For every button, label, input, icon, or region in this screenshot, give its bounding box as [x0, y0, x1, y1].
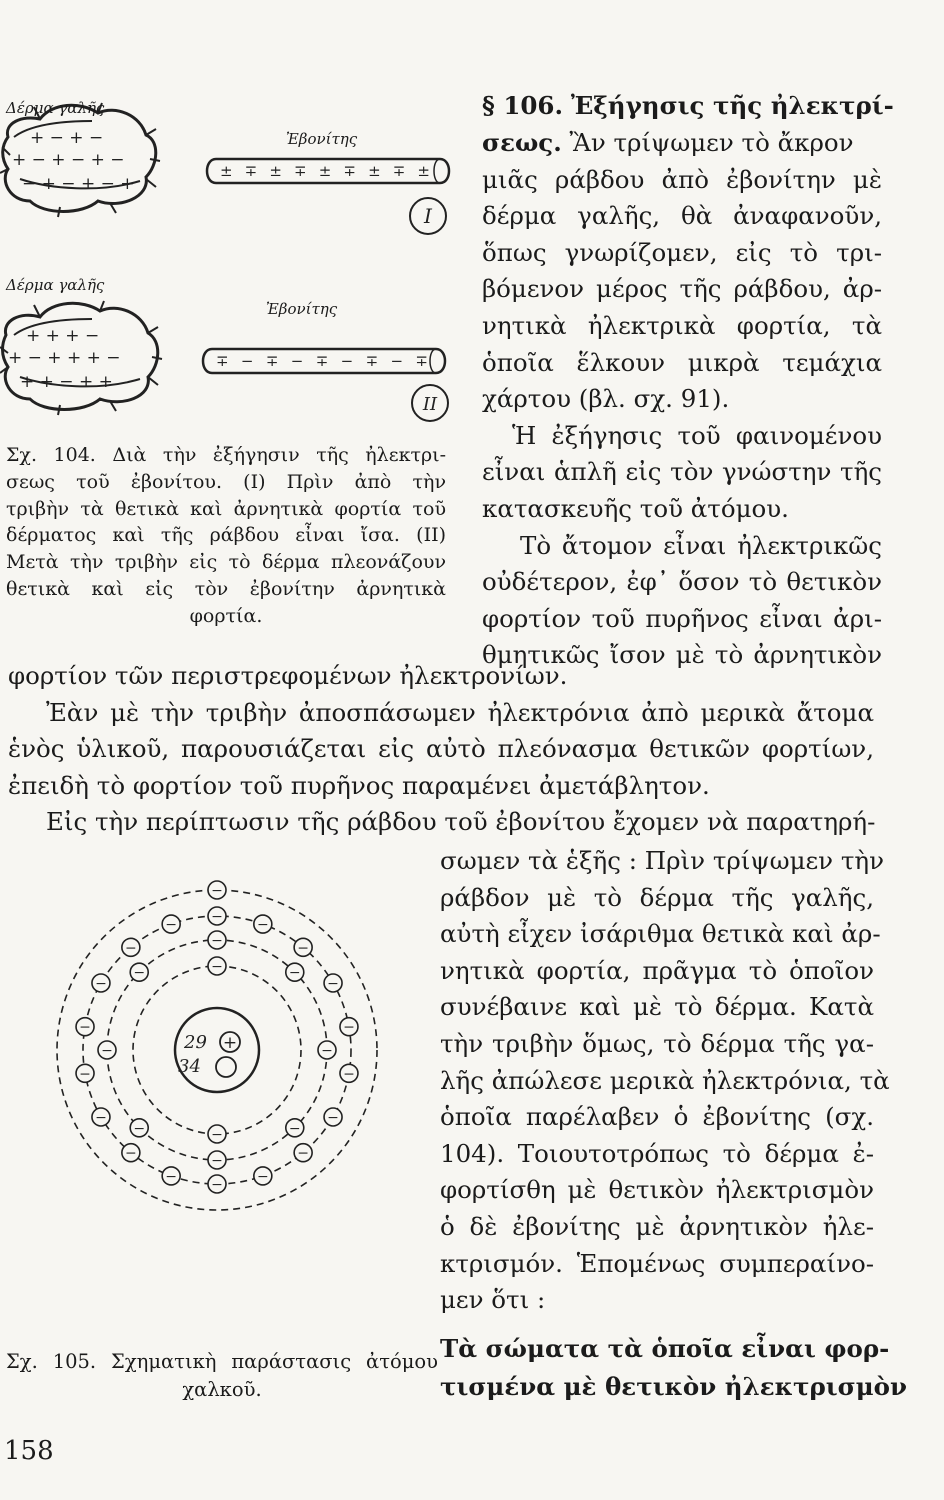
svg-text:− + − + − +: − + − + − + — [22, 174, 135, 194]
text-line: μιᾶς ράβδου ἀπὸ ἐβονίτην μὲ — [482, 164, 882, 194]
proton-count: 29 — [184, 1032, 207, 1053]
right-column-text — [482, 125, 882, 674]
electron-symbol: − — [343, 1066, 355, 1083]
proton-symbol: + — [222, 1033, 238, 1053]
section-title-cont: σεως. — [482, 128, 562, 157]
text-line: βόμενον μέρος τῆς ράβδου, ἀρ- — [482, 274, 882, 304]
caption-104-line: Σχ. 104. Διὰ τὴν ἐξήγησιν τῆς ἠλεκτρι- — [6, 444, 446, 466]
electron-symbol: − — [133, 1120, 146, 1137]
text-line: θμητικῶς ἴσον μὲ τὸ ἀρνητικὸν — [482, 640, 882, 670]
text-line: Ἂν τρίψωμεν τὸ ἄκρον — [569, 128, 854, 157]
electron-symbol: − — [124, 1145, 137, 1162]
text-line: ράβδον μὲ τὸ δέρμα τῆς γαλῆς, — [440, 882, 874, 912]
text-line: ἐπειδὴ τὸ φορτίον τοῦ πυρῆνος παραμένει ἀμετάβλητον. — [8, 770, 710, 800]
text-line: ὁ δὲ ἐβονίτης μὲ ἀρνητικὸν ἠλε- — [440, 1211, 874, 1241]
electron-symbol: − — [165, 917, 178, 934]
text-line: οὐδέτερον, ἐφ᾽ ὅσον τὸ θετικὸν — [482, 567, 882, 597]
text-line: εἶναι ἁπλῆ εἰς τὸν γνώστην τῆς — [482, 457, 882, 487]
svg-text:+ − + − + −: + − + − + − — [12, 150, 125, 170]
electron-symbol: − — [79, 1066, 91, 1083]
section-title: Ἐξήγησις τῆς ἠλεκτρί- — [570, 91, 894, 120]
label-skin-2: Δέρμα γαλῆς — [6, 276, 105, 294]
caption-104-line: τριβὴν τὰ θετικὰ καὶ ἀρνητικὰ φορτία τοῦ — [6, 497, 446, 520]
caption-104-line: δέρματος καὶ τῆς ράβδου εἶναι ἴσα. (II) — [6, 524, 446, 547]
neutron-count: 34 — [178, 1056, 201, 1077]
text-line: αὐτὴ εἶχεν ἰσάριθμα θετικὰ καὶ ἀρ- — [440, 919, 881, 949]
ebonite-rod-2 — [203, 349, 445, 373]
svg-text:+ − + + + −: + − + + + − — [8, 348, 121, 368]
text-line: χάρτου (βλ. σχ. 91). — [482, 384, 730, 414]
electron-symbol: − — [211, 909, 223, 925]
figure-105-caption — [6, 1348, 438, 1404]
text-line-bold: Τὰ σώματα τὰ ὁποῖα εἶναι φορ- — [440, 1334, 890, 1363]
electron-symbol: − — [211, 1153, 223, 1169]
electron-symbol: − — [288, 965, 301, 982]
electron-symbol: − — [211, 1127, 223, 1143]
text-line: φορτίον τῶν περιστρεφομένων ἠλεκτρονίων. — [8, 661, 568, 690]
electron-symbol: − — [327, 1110, 339, 1126]
electron-symbol: − — [211, 883, 223, 899]
electron-symbol: − — [297, 1145, 310, 1162]
section-heading — [482, 88, 894, 125]
text-line: νητικὰ φορτία, πρᾶγμα τὸ ὁποῖον — [440, 955, 874, 985]
page-number: 158 — [4, 1436, 54, 1466]
bold-conclusion — [440, 1330, 907, 1406]
text-line: συνέβαινε καὶ μὲ τὸ δέρμα. Κατὰ — [440, 992, 874, 1022]
full-width-text — [8, 658, 874, 841]
electron-symbol: − — [343, 1019, 355, 1036]
label-ebonite-2: Ἐβονίτης — [266, 300, 338, 318]
text-line: δέρμα γαλῆς, θὰ ἀναφανοῦν, — [482, 201, 882, 231]
svg-text:+ + − + +: + + − + + — [20, 372, 113, 392]
numeral-1: I — [424, 204, 432, 228]
text-line: κατασκευῆς τοῦ ἀτόμου. — [482, 493, 789, 523]
electron-symbol: − — [133, 965, 146, 982]
electron-symbol: − — [101, 1043, 113, 1059]
figure-105-atom — [20, 880, 440, 1230]
electron-symbol: − — [211, 933, 223, 949]
cat-skin-1 — [0, 103, 160, 217]
text-line: φορτίσθη μὲ θετικὸν ἠλεκτρισμὸν — [440, 1175, 874, 1205]
caption-104-line: φορτία. — [189, 604, 263, 627]
text-line: ὅπως γνωρίζομεν, εἰς τὸ τρι- — [482, 237, 882, 267]
text-line: ὁποῖα ἕλκουν μικρὰ τεμάχια — [482, 347, 882, 377]
caption-104-line: Μετὰ τὴν τριβὴν εἰς τὸ δέρμα πλεονάζουν — [6, 551, 446, 574]
electron-symbol: − — [211, 959, 223, 975]
svg-text:+ − + −: + − + − — [30, 128, 104, 148]
caption-105-line: Σχ. 105. Σχηματικὴ παράστασις ἀτόμου — [6, 1350, 438, 1373]
electron-symbol: − — [95, 1110, 107, 1126]
label-ebonite-1: Ἐβονίτης — [286, 130, 358, 148]
electron-symbol: − — [321, 1043, 333, 1059]
numeral-2: II — [422, 394, 438, 415]
text-line: ὁποῖα παρέλαβεν ὁ ἐβονίτης (σχ. — [440, 1102, 874, 1132]
text-line: κτρισμόν. Ἑπομένως συμπεραίνο- — [440, 1248, 874, 1278]
electron-symbol: − — [288, 1120, 301, 1137]
text-line: 104). Τοιουτοτρόπως τὸ δέρμα ἐ- — [440, 1138, 874, 1168]
electron-symbol: − — [211, 1177, 223, 1193]
text-line: φορτίον τοῦ πυρῆνος εἶναι ἀρι- — [482, 603, 882, 633]
electron-symbol: − — [124, 940, 137, 957]
text-line: νητικὰ ἠλεκτρικὰ φορτία, τὰ — [482, 310, 882, 340]
cat-skin-2 — [0, 301, 162, 415]
text-line: ἑνὸς ὑλικοῦ, παρουσιάζεται εἰς αὐτὸ πλεόνασμα θετικῶν φορτίων, — [8, 734, 874, 764]
text-line: σωμεν τὰ ἑξῆς : Πρὶν τρίψωμεν τὴν — [440, 846, 884, 875]
electron-symbol: − — [95, 976, 107, 992]
label-skin-1: Δέρμα γαλῆς — [6, 99, 105, 117]
electrons — [76, 881, 358, 1193]
text-line: Ἐὰν μὲ τὴν τριβὴν ἀποσπάσωμεν ἠλεκτρόνια ἀπὸ μερικὰ ἄτομα — [46, 697, 874, 727]
caption-104-line: θετικὰ καὶ εἰς τὸν ἐβονίτην ἀρνητικὰ — [6, 577, 446, 600]
electron-symbol: − — [256, 1168, 269, 1185]
text-line: μεν ὅτι : — [440, 1285, 546, 1315]
text-line: λῆς ἀπώλεσε μερικὰ ἠλεκτρόνια, τὰ — [440, 1065, 890, 1095]
figure-104-caption — [6, 442, 446, 630]
caption-105-line: χαλκοῦ. — [182, 1378, 262, 1401]
svg-text:± ∓ ± ∓ ± ∓ ± ∓ ±: ± ∓ ± ∓ ± ∓ ± ∓ ± — [220, 162, 430, 180]
electron-symbol: − — [79, 1019, 91, 1036]
text-line: Τὸ ἄτομον εἶναι ἠλεκτρικῶς — [520, 530, 882, 560]
text-line: Ἡ ἐξήγησις τοῦ φαινομένου — [512, 420, 882, 450]
figure-104 — [0, 85, 470, 445]
svg-text:+ + + −: + + + − — [26, 326, 100, 346]
text-line: τὴν τριβὴν ὅμως, τὸ δέρμα τῆς γα- — [440, 1028, 874, 1058]
electron-symbol: − — [327, 976, 339, 992]
section-number: § 106. — [482, 91, 564, 120]
caption-104-line: σεως τοῦ ἐβονίτου. (I) Πρὶν ἀπὸ τὴν — [6, 470, 446, 493]
electron-symbol: − — [297, 940, 310, 957]
svg-text:∓ − ∓ − ∓ − ∓ − ∓: ∓ − ∓ − ∓ − ∓ − ∓ — [216, 352, 428, 370]
text-line: Εἰς τὴν περίπτωσιν τῆς ράβδου τοῦ ἐβονίτου ἔχομεν νὰ παρατηρή- — [46, 807, 876, 837]
electron-symbol: − — [256, 917, 269, 934]
ebonite-rod-1 — [207, 159, 449, 183]
text-line-bold: τισμένα μὲ θετικὸν ἠλεκτρισμὸν — [440, 1372, 907, 1401]
lower-right-text — [440, 843, 890, 1319]
neutron-circle — [216, 1057, 236, 1077]
electron-symbol: − — [165, 1168, 178, 1185]
